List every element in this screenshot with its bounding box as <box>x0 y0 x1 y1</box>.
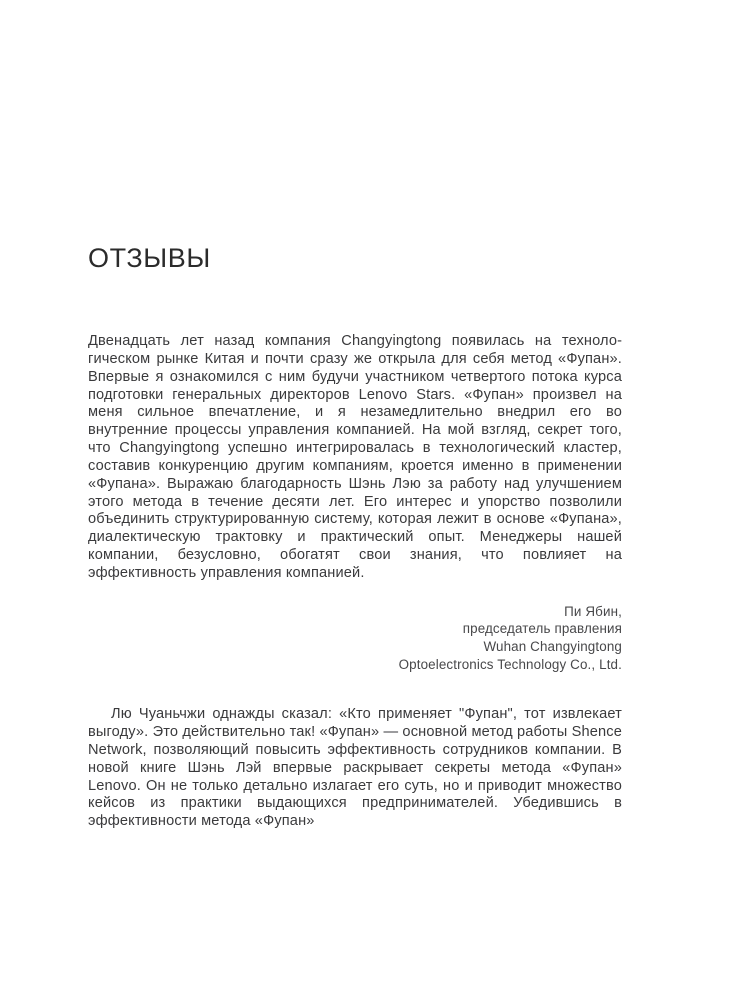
testimonial-attribution <box>88 583 622 673</box>
attribution-name: Пи Ябин, <box>564 603 622 619</box>
second-testimonial-wrapper <box>88 673 622 831</box>
testimonial-paragraph: Лю Чуаньчжи однажды сказал: «Кто применяет "Фупан", тот извлекает выгоду». Это действительно так! «Фупан» — основной метод работы Shence Network, позволяющий повысить эффективность сотрудников компании. В новой книге Шэнь Лэй впервые раскрывает секреты метода «Фупан» Lenovo. Он не только детально излагает его суть, но и приводит множество кейсов из практики выдающихся предпринимателей. Убедившись в эффективности метода «Фупан» <box>88 706 622 830</box>
attribution-company-line-2: Optoelectronics Technology Co., Ltd. <box>398 656 622 672</box>
attribution-company-line-1: Wuhan Changyingtong <box>483 639 622 654</box>
testimonial-paragraph: Двенадцать лет назад компания Changyingtong появилась на технологическом рынке Китая и почти сразу же открыла для себя метод «Фупан». Впервые я ознакомился с ним будучи участником четвертого потока курса подготовки генеральных директоров Lenovo Stars. «Фупан» произвел на меня сильное впечатление, и я незамедлительно внедрил его во внутренние процессы управления компанией. На мой взгляд, секрет того, что Changyingtong успешно интегрировалась в технологический кластер, составив конкуренцию другим компаниям, кроется именно в применении «Фупана». Выражаю благодарность Шэнь Лэю за работу над улучшением этого метода в течение десяти лет. Его интерес и упорство позволили объединить структурированную систему, которая лежит в основе «Фупана», диалектическую трактовку и практический опыт. Менеджеры нашей компании, безусловно, обогатят свои знания, что повлияет на эффективность управления компанией. <box>88 333 622 581</box>
testimonials-section <box>88 333 622 831</box>
attribution-role: председатель правления <box>462 621 622 637</box>
page-title: ОТЗЫВЫ <box>88 243 211 274</box>
